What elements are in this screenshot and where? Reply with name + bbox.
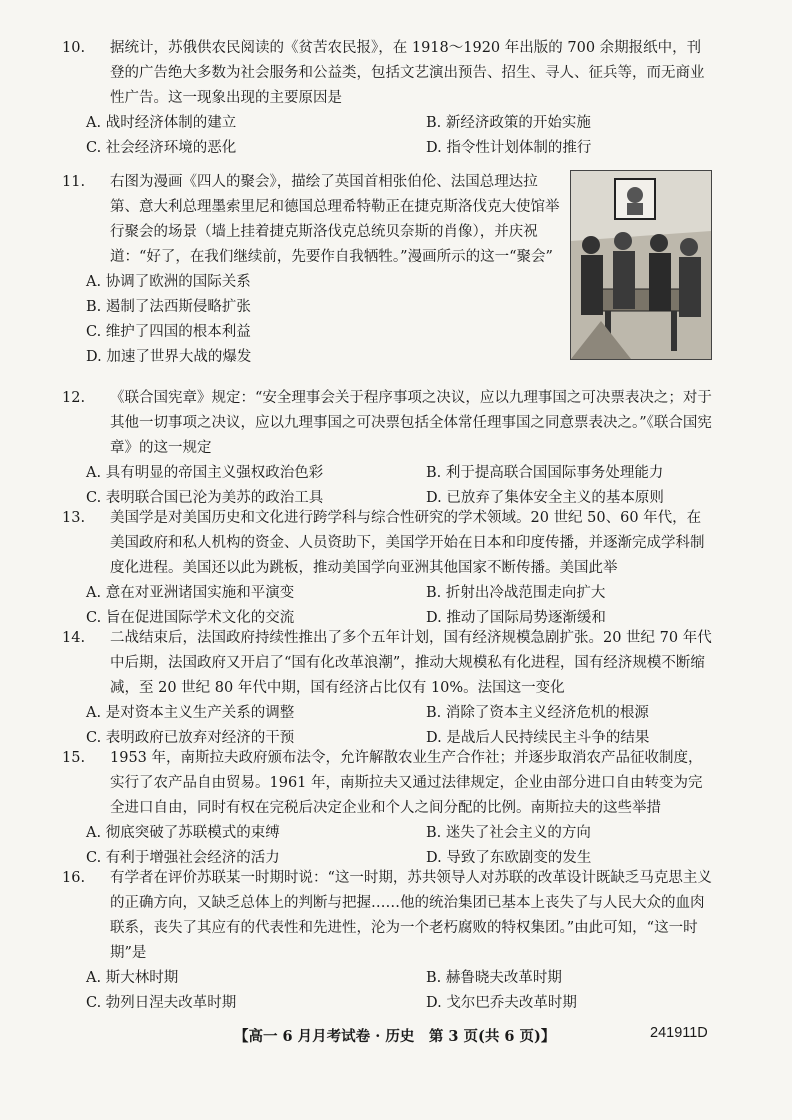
option-b[interactable]: B. 新经济政策的开始实施 bbox=[426, 115, 591, 131]
option-c[interactable]: C. 勃列日涅夫改革时期 bbox=[86, 995, 237, 1011]
cartoon-drawing bbox=[571, 171, 711, 359]
options bbox=[86, 966, 714, 1016]
option-a[interactable]: A. 斯大林时期 bbox=[86, 970, 179, 986]
option-c[interactable]: C. 有利于增强社会经济的活力 bbox=[86, 850, 280, 866]
option-b[interactable]: B. 遏制了法西斯侵略扩张 bbox=[86, 299, 251, 315]
question-number: 13. bbox=[62, 510, 86, 526]
question-14 bbox=[62, 626, 714, 751]
option-a[interactable]: A. 战时经济体制的建立 bbox=[86, 115, 237, 131]
option-a[interactable]: A. 具有明显的帝国主义强权政治色彩 bbox=[86, 465, 324, 481]
option-b[interactable]: B. 迷失了社会主义的方向 bbox=[426, 825, 591, 841]
question-10 bbox=[62, 36, 714, 161]
option-c[interactable]: C. 社会经济环境的恶化 bbox=[86, 140, 237, 156]
cartoon-image bbox=[570, 170, 712, 360]
question-stem: 13. 美国学是对美国历史和文化进行跨学科与综合性研究的学术领域。20 世纪 50、60 年代，在美国政府和私人机构的资金、人员资助下，美国学开始在日本和印度传播，并逐渐完成学科制度化进程。美国还以此为跳板，推动美国学向亚洲其他国家不断传播。美国此举 bbox=[86, 506, 714, 581]
option-b[interactable]: B. 赫鲁晓夫改革时期 bbox=[426, 970, 562, 986]
option-a[interactable]: A. 协调了欧洲的国际关系 bbox=[86, 274, 251, 290]
option-a[interactable]: A. 彻底突破了苏联模式的束缚 bbox=[86, 825, 280, 841]
option-c[interactable]: C. 表明联合国已沦为美苏的政治工具 bbox=[86, 490, 324, 506]
options bbox=[86, 581, 714, 631]
options bbox=[86, 701, 714, 751]
question-stem: 15. 1953 年，南斯拉夫政府颁布法令，允许解散农业生产合作社；并逐步取消农产品征收制度，实行了农产品自由贸易。1961 年，南斯拉夫又通过法律规定，企业由部分进口自由转变为完全进口自由，同时有权在完税后决定企业和个人之间分配的比例。南斯拉夫的这些举措 bbox=[86, 746, 714, 821]
option-b[interactable]: B. 折射出冷战范围走向扩大 bbox=[426, 585, 606, 601]
option-c[interactable]: C. 旨在促进国际学术文化的交流 bbox=[86, 610, 295, 626]
option-d[interactable]: D. 推动了国际局势逐渐缓和 bbox=[426, 610, 606, 626]
option-a[interactable]: A. 意在对亚洲诸国实施和平演变 bbox=[86, 585, 295, 601]
options bbox=[86, 821, 714, 871]
question-12 bbox=[62, 386, 714, 511]
option-a[interactable]: A. 是对资本主义生产关系的调整 bbox=[86, 705, 295, 721]
options bbox=[86, 111, 714, 161]
options bbox=[86, 461, 714, 511]
question-stem: 12. 《联合国宪章》规定：“安全理事会关于程序事项之决议，应以九理事国之可决票表决之；对于其他一切事项之决议，应以九理事国之可决票包括全体常任理事国之同意票表决之。”《联合国宪章》的这一规定 bbox=[86, 386, 714, 461]
question-13 bbox=[62, 506, 714, 631]
question-stem: 14. 二战结束后，法国政府持续性推出了多个五年计划，国有经济规模急剧扩张。20 世纪 70 年代中后期，法国政府又开启了“国有化改革浪潮”，推动大规模私有化进程，国有经济规模不断缩减，至 20 世纪 80 年代中期，国有经济占比仅有 10%。法国这一变化 bbox=[86, 626, 714, 701]
option-d[interactable]: D. 导致了东欧剧变的发生 bbox=[426, 850, 592, 866]
option-d[interactable]: D. 指令性计划体制的推行 bbox=[426, 140, 592, 156]
question-number: 10. bbox=[62, 40, 86, 56]
question-number: 11. bbox=[62, 174, 86, 190]
question-stem: 11. 右图为漫画《四人的聚会》，描绘了英国首相张伯伦、法国总理达拉第、意大利总理墨索里尼和德国总理希特勒正在捷克斯洛伐克大使馆举行聚会的场景（墙上挂着捷克斯洛伐克总统贝奈斯的肖像），并庆祝道：“好了，在我们继续前，先要作自我牺牲。”漫画所示的这一“聚会” bbox=[86, 170, 560, 270]
option-b[interactable]: B. 利于提高联合国国际事务处理能力 bbox=[426, 465, 664, 481]
question-stem: 10. 据统计，苏俄供农民阅读的《贫苦农民报》，在 1918～1920 年出版的 700 余期报纸中，刊登的广告绝大多数为社会服务和公益类，包括文艺演出预告、招生、寻人、征兵等，而无商业性广告。这一现象出现的主要原因是 bbox=[86, 36, 714, 111]
question-stem: 16. 有学者在评价苏联某一时期时说：“这一时期，苏共领导人对苏联的改革设计既缺乏马克思主义的正确方向，又缺乏总体上的判断与把握……他的统治集团已基本上丧失了与人民大众的血肉联系，丧失了其应有的代表性和先进性，沦为一个老朽腐败的特权集团。”由此可知，“这一时期”是 bbox=[86, 866, 714, 966]
option-d[interactable]: D. 是战后人民持续民主斗争的结果 bbox=[426, 730, 650, 746]
question-number: 16. bbox=[62, 870, 86, 886]
question-number: 14. bbox=[62, 630, 86, 646]
footer-code: 241911D bbox=[650, 1025, 708, 1041]
option-c[interactable]: C. 维护了四国的根本利益 bbox=[86, 324, 251, 340]
question-15 bbox=[62, 746, 714, 871]
option-d[interactable]: D. 已放弃了集体安全主义的基本原则 bbox=[426, 490, 664, 506]
option-b[interactable]: B. 消除了资本主义经济危机的根源 bbox=[426, 705, 649, 721]
question-16 bbox=[62, 866, 714, 1016]
question-number: 15. bbox=[62, 750, 86, 766]
option-d[interactable]: D. 加速了世界大战的爆发 bbox=[86, 349, 252, 365]
footer-text: 【高一 6 月月考试卷 · 历史 第 3 页(共 6 页)】 bbox=[234, 1028, 556, 1045]
option-d[interactable]: D. 戈尔巴乔夫改革时期 bbox=[426, 995, 577, 1011]
option-c[interactable]: C. 表明政府已放弃对经济的干预 bbox=[86, 730, 295, 746]
question-number: 12. bbox=[62, 390, 86, 406]
